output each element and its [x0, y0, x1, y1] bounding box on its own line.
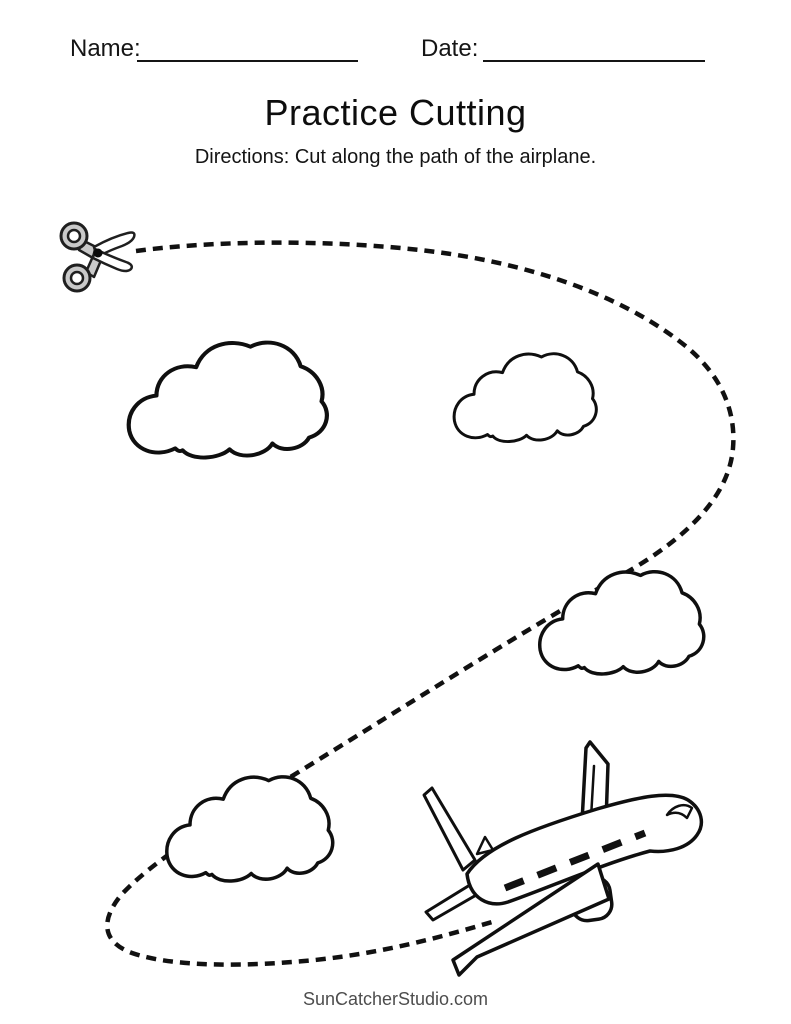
footer-credit: SunCatcherStudio.com — [302, 989, 489, 1009]
page-title: Practice Cutting — [264, 92, 527, 133]
directions-text: Directions: Cut along the path of the airplane. — [194, 146, 597, 168]
date-label: Date: — [421, 35, 479, 62]
airplane-icon — [424, 742, 701, 975]
airplane-upper-tailplane — [424, 788, 475, 870]
scissors-icon — [61, 223, 134, 291]
cloud-4 — [167, 777, 333, 881]
cloud-1 — [129, 343, 327, 458]
scissors-upper-handle-hole — [68, 230, 80, 242]
cloud-3 — [540, 572, 704, 674]
scissors-lower-handle-hole — [71, 272, 83, 284]
scissors-pivot — [94, 249, 103, 258]
name-label: Name: — [70, 35, 141, 62]
cloud-2 — [454, 354, 596, 442]
